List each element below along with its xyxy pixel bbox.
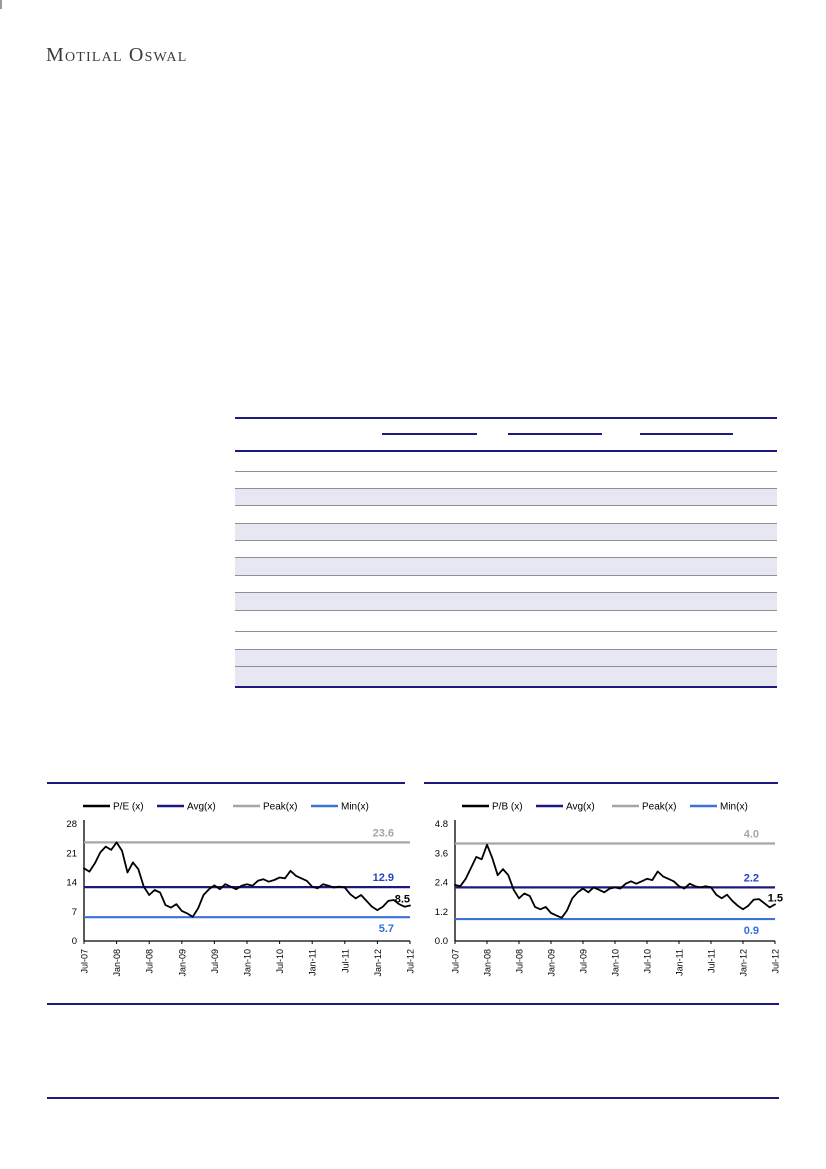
- ytick-label: 4.8: [434, 819, 448, 831]
- legend-item-label: P/E (x): [113, 801, 144, 813]
- legend-item-label: Avg(x): [187, 801, 216, 813]
- value-label: 23.6: [372, 827, 394, 840]
- value-label: 5.7: [378, 923, 394, 936]
- value-label: 12.9: [372, 872, 394, 885]
- xtick-label: Jan-09: [177, 949, 188, 977]
- table-row: [235, 472, 777, 489]
- ytick-label: 14: [66, 877, 77, 889]
- xtick-label: Jul-07: [450, 949, 461, 974]
- xtick-label: Jan-09: [546, 949, 557, 977]
- xtick-label: Jul-07: [79, 949, 90, 974]
- table-row: [235, 452, 777, 472]
- table-header-underline: [640, 433, 733, 435]
- table-row: [235, 576, 777, 593]
- series-line: [455, 845, 775, 918]
- value-label: 4.0: [743, 828, 759, 841]
- table-row: [235, 541, 777, 558]
- pe-valuation-chart: [45, 780, 425, 1002]
- table-header-underline: [508, 433, 602, 435]
- ytick-label: 2.4: [434, 877, 448, 889]
- xtick-label: Jan-08: [482, 949, 493, 977]
- pe-chart-canvas: [45, 780, 425, 1002]
- legend-item-label: Peak(x): [263, 801, 298, 813]
- xtick-label: Jan-11: [674, 949, 685, 976]
- ytick-label: 21: [66, 848, 77, 860]
- legend-item-label: Avg(x): [566, 801, 595, 813]
- xtick-label: Jan-10: [610, 949, 621, 977]
- ytick-label: 1.2: [434, 906, 448, 918]
- xtick-label: Jan-10: [242, 949, 253, 977]
- xtick-label: Jul-12: [770, 949, 781, 974]
- legend-item-label: Min(x): [720, 801, 748, 813]
- table-row: [235, 667, 777, 686]
- brand-logo: Motilal Oswal: [46, 44, 188, 66]
- legend-item-label: Min(x): [341, 801, 369, 813]
- pb-valuation-chart: [424, 780, 804, 1002]
- table-row: [235, 506, 777, 524]
- series-end-label: 8.5: [394, 893, 410, 906]
- table-row: [235, 558, 777, 576]
- xtick-label: Jan-11: [307, 949, 318, 976]
- table-row: [235, 593, 777, 611]
- ytick-label: 7: [71, 906, 77, 918]
- section-divider: [47, 1003, 779, 1005]
- ytick-label: 3.6: [434, 848, 448, 860]
- section-divider: [47, 1097, 779, 1099]
- xtick-label: Jul-11: [340, 949, 351, 973]
- table-row: [235, 650, 777, 667]
- xtick-label: Jul-08: [514, 949, 525, 974]
- xtick-label: Jul-09: [209, 949, 220, 974]
- value-label: 0.9: [743, 925, 759, 938]
- pb-chart-canvas: [424, 780, 804, 1002]
- series-line: [84, 842, 410, 916]
- xtick-label: Jan-12: [372, 949, 383, 977]
- xtick-label: Jul-10: [275, 949, 286, 974]
- table-header-underline: [382, 433, 477, 435]
- value-label: 2.2: [743, 872, 759, 885]
- xtick-label: Jul-09: [578, 949, 589, 974]
- xtick-label: Jul-12: [405, 949, 416, 974]
- xtick-label: Jul-10: [642, 949, 653, 974]
- xtick-label: Jan-08: [112, 949, 123, 977]
- table-row: [235, 489, 777, 506]
- table-row: [235, 632, 777, 650]
- xtick-label: Jul-08: [144, 949, 155, 974]
- ytick-label: 0.0: [434, 936, 448, 948]
- ytick-label: 28: [66, 819, 77, 831]
- table-header: [235, 419, 777, 452]
- table-row: [235, 524, 777, 541]
- ytick-label: 0: [71, 936, 77, 948]
- table-body: [235, 452, 777, 686]
- summary-table: [235, 417, 777, 688]
- series-end-label: 1.5: [767, 892, 783, 905]
- page-edge-artifact: [0, 0, 2, 9]
- table-row: [235, 611, 777, 632]
- xtick-label: Jan-12: [738, 949, 749, 977]
- legend-item-label: P/B (x): [492, 801, 523, 813]
- xtick-label: Jul-11: [706, 949, 717, 973]
- legend-item-label: Peak(x): [642, 801, 677, 813]
